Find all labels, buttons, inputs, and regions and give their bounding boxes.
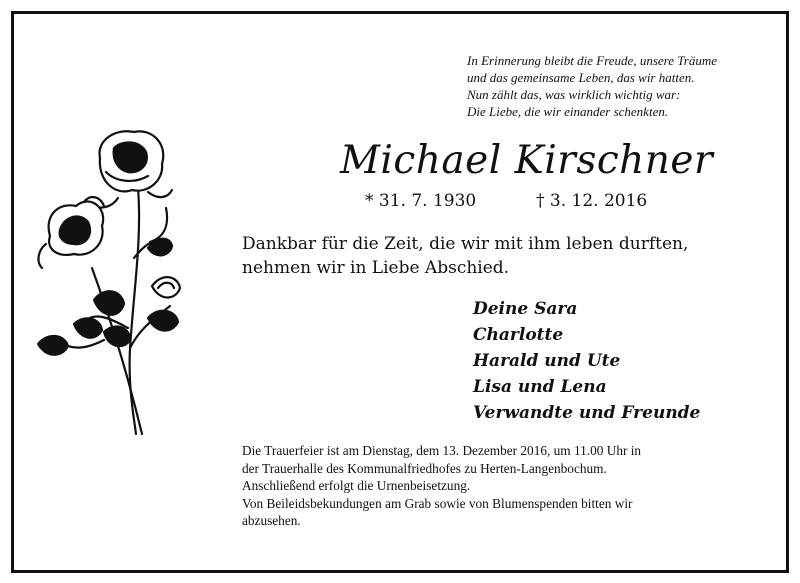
mourner-entry: Lisa und Lena bbox=[473, 377, 607, 397]
memorial-poem bbox=[467, 52, 717, 120]
thanks-line: nehmen wir in Liebe Abschied. bbox=[242, 258, 510, 278]
thanks-line: Dankbar für die Zeit, die wir mit ihm leben durften, bbox=[242, 234, 689, 254]
mourner-entry: Charlotte bbox=[473, 325, 564, 345]
funeral-notice bbox=[242, 442, 772, 530]
birth-date: * 31. 7. 1930 bbox=[365, 191, 477, 211]
poem-line: In Erinnerung bleibt die Freude, unsere Träume bbox=[467, 53, 717, 68]
mourners-list bbox=[473, 296, 700, 426]
poem-line: und das gemeinsame Leben, das wir hatten. bbox=[467, 70, 695, 85]
notice-line: der Trauerhalle des Kommunalfriedhofes zu Herten-Langenbochum. bbox=[242, 460, 607, 476]
mourner-entry: Verwandte und Freunde bbox=[473, 403, 701, 423]
notice-line: abzusehen. bbox=[242, 513, 301, 528]
death-date: † 3. 12. 2016 bbox=[536, 191, 648, 211]
thanks-message bbox=[242, 232, 688, 280]
notice-line: Anschließend erfolgt die Urnenbeisetzung. bbox=[242, 478, 471, 493]
rose-illustration-icon bbox=[30, 118, 190, 438]
mourner-entry: Deine Sara bbox=[473, 299, 578, 319]
notice-line: Die Trauerfeier ist am Dienstag, dem 13. Dezember 2016, um 11.00 Uhr in bbox=[242, 443, 642, 458]
poem-line: Nun zählt das, was wirklich wichtig war: bbox=[467, 87, 681, 102]
poem-line: Die Liebe, die wir einander schenkten. bbox=[467, 104, 669, 119]
notice-line: Von Beileidsbekundungen am Grab sowie von Blumenspenden bitten wir bbox=[242, 495, 633, 511]
mourner-entry: Harald und Ute bbox=[473, 351, 621, 371]
deceased-name: Michael Kirschner bbox=[340, 138, 714, 183]
